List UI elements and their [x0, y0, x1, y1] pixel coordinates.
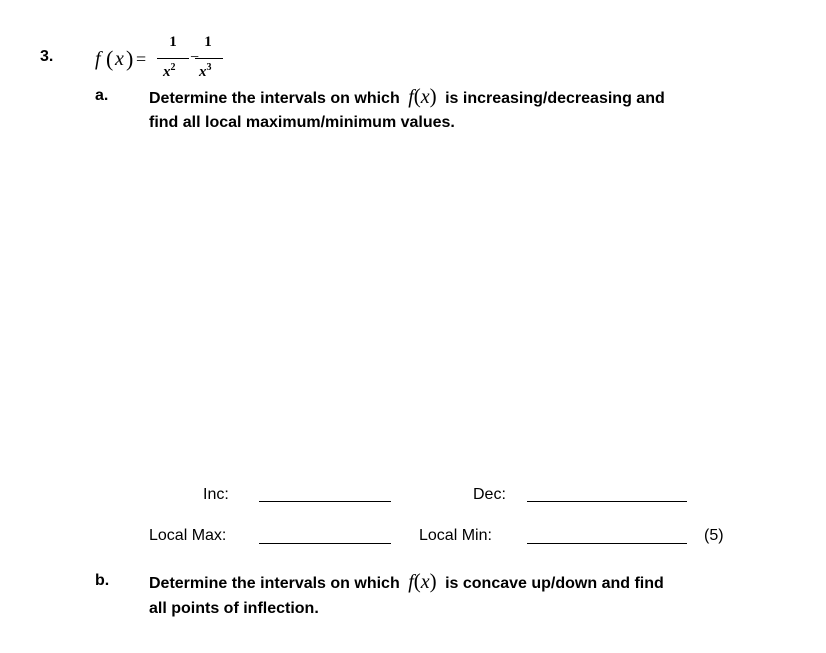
function-variable: x	[115, 48, 124, 70]
part-a-fx-f: f	[408, 86, 414, 108]
part-a-text-after: is increasing/decreasing and	[445, 90, 665, 107]
inc-label: Inc:	[203, 486, 229, 503]
part-a-fx-open: (	[413, 84, 421, 108]
part-a-fx	[408, 84, 437, 108]
term1-exponent: 2	[170, 62, 176, 73]
term2-fraction-bar	[195, 58, 223, 59]
minus-sign: −	[190, 49, 200, 66]
part-b-fx-open: (	[413, 569, 421, 593]
term2-denominator	[199, 60, 212, 80]
term1-base: x	[163, 64, 171, 80]
local-max-answer-blank[interactable]	[259, 543, 391, 544]
term1-numerator: 1	[169, 34, 177, 50]
inc-answer-blank[interactable]	[259, 501, 391, 502]
part-b-question-line2: all points of inflection.	[149, 600, 319, 617]
points-value: (5)	[704, 527, 724, 544]
dec-answer-blank[interactable]	[527, 501, 687, 502]
equals-sign: =	[136, 49, 147, 69]
local-min-label: Local Min:	[419, 527, 492, 544]
part-a-fx-x: x	[420, 86, 430, 108]
function-close-paren: )	[126, 46, 134, 71]
dec-label: Dec:	[473, 486, 506, 503]
part-a-letter: a.	[95, 87, 109, 104]
part-b-fx	[408, 569, 437, 593]
part-b-fx-x: x	[420, 571, 430, 593]
local-max-label: Local Max:	[149, 527, 227, 544]
part-b-letter: b.	[95, 572, 110, 589]
term2-exponent: 3	[206, 62, 212, 73]
part-b-text-after: is concave up/down and find	[445, 575, 664, 592]
part-a-question-line1	[149, 86, 665, 109]
part-b-text-before: Determine the intervals on which	[149, 575, 400, 592]
term2-numerator: 1	[204, 34, 212, 50]
function-definition	[0, 0, 260, 85]
problem-number: 3.	[40, 48, 54, 65]
function-open-paren: (	[106, 46, 114, 71]
part-b-question-line1	[149, 571, 664, 594]
part-b-fx-f: f	[408, 571, 414, 593]
part-a-fx-close: )	[429, 84, 437, 108]
part-a-question-line2: find all local maximum/minimum values.	[149, 114, 455, 131]
part-a-text-before: Determine the intervals on which	[149, 90, 400, 107]
local-min-answer-blank[interactable]	[527, 543, 687, 544]
function-f: f	[95, 48, 101, 70]
term1-fraction-bar	[157, 58, 189, 59]
term1-denominator	[163, 60, 176, 80]
part-b-fx-close: )	[429, 569, 437, 593]
term2-base: x	[199, 64, 207, 80]
